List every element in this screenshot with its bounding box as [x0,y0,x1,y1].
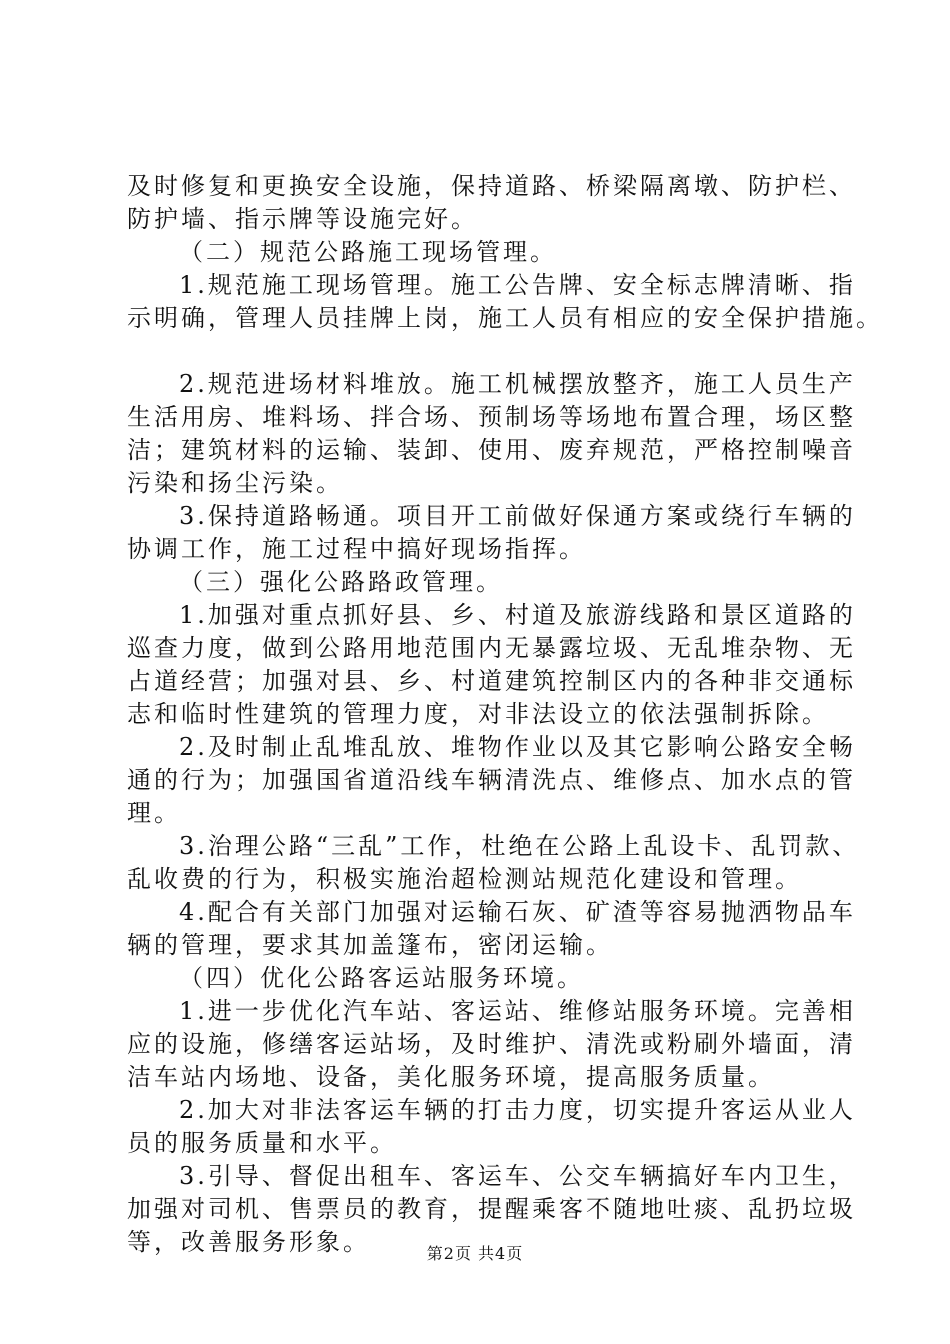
body-line: 4.配合有关部门加强对运输石灰、矿渣等容易抛洒物品车 [179,898,856,926]
body-line: 占道经营；加强对县、乡、村道建筑控制区内的各种非交通标 [127,667,856,695]
body-line: 辆的管理，要求其加盖篷布，密闭运输。 [127,931,613,959]
body-line: 通的行为；加强国省道沿线车辆清洗点、维修点、加水点的管 [127,766,856,794]
body-line: 1.加强对重点抓好县、乡、村道及旅游线路和景区道路的 [179,601,856,629]
body-line: 1.进一步优化汽车站、客运站、维修站服务环境。完善相 [179,997,856,1025]
body-line: 污染和扬尘污染。 [127,469,343,497]
body-line: 志和临时性建筑的管理力度，对非法设立的依法强制拆除。 [127,700,829,728]
body-line: 加强对司机、售票员的教育，提醒乘客不随地吐痰、乱扔垃圾 [127,1195,856,1223]
body-line: 示明确，管理人员挂牌上岗，施工人员有相应的安全保护措施。 [127,304,883,332]
body-line: 3.保持道路畅通。项目开工前做好保通方案或绕行车辆的 [179,502,856,530]
body-line: 应的设施，修缮客运站场，及时维护、清洗或粉刷外墙面，清 [127,1030,856,1058]
section-heading: （二）规范公路施工现场管理。 [179,238,557,266]
body-line: 等，改善服务形象。 [127,1228,370,1256]
body-line: 防护墙、指示牌等设施完好。 [127,205,478,233]
body-line: 理。 [127,799,181,827]
body-line: 1.规范施工现场管理。施工公告牌、安全标志牌清晰、指 [179,271,856,299]
page-footer: 第2页 共4页 [426,1244,524,1263]
body-line: 3.引导、督促出租车、客运车、公交车辆搞好车内卫生， [179,1162,856,1190]
body-line: 生活用房、堆料场、拌合场、预制场等场地布置合理，场区整 [127,403,856,431]
body-line: 3.治理公路“三乱”工作，杜绝在公路上乱设卡、乱罚款、 [179,832,860,860]
paragraph-gap [127,335,839,368]
body-line: 员的服务质量和水平。 [127,1129,397,1157]
body-line: 洁；建筑材料的运输、装卸、使用、废弃规范，严格控制噪音 [127,436,856,464]
body-line: 2.加大对非法客运车辆的打击力度，切实提升客运从业人 [179,1096,856,1124]
body-line: 巡查力度，做到公路用地范围内无暴露垃圾、无乱堆杂物、无 [127,634,856,662]
section-heading: （四）优化公路客运站服务环境。 [179,964,584,992]
body-line: 2.及时制止乱堆乱放、堆物作业以及其它影响公路安全畅 [179,733,856,761]
section-heading: （三）强化公路路政管理。 [179,568,503,596]
body-line: 及时修复和更换安全设施，保持道路、桥梁隔离墩、防护栏、 [127,172,856,200]
document-body [127,170,883,1259]
body-line: 洁车站内场地、设备，美化服务环境，提高服务质量。 [127,1063,775,1091]
body-line: 协调工作，施工过程中搞好现场指挥。 [127,535,586,563]
body-line: 乱收费的行为，积极实施治超检测站规范化建设和管理。 [127,865,802,893]
body-line: 2.规范进场材料堆放。施工机械摆放整齐，施工人员生产 [179,370,856,398]
